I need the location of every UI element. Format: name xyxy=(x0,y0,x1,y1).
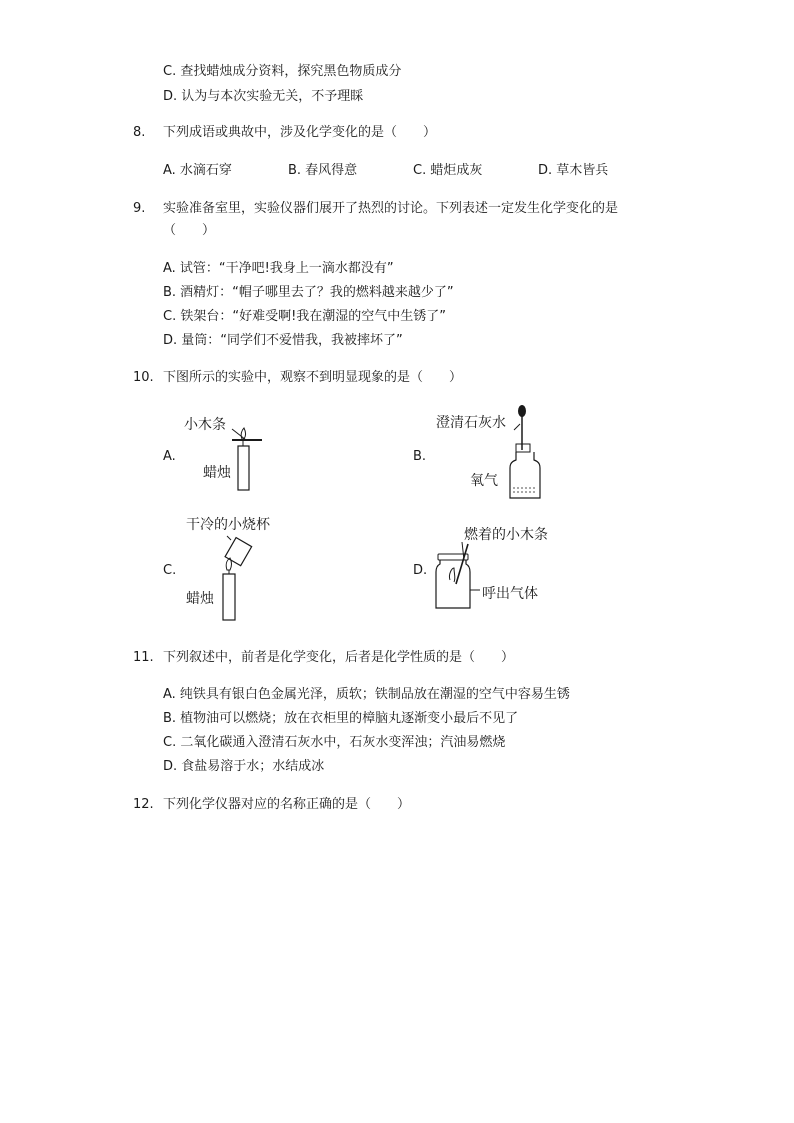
fig-a-label-candle: 蜡烛 xyxy=(203,465,231,481)
fig-d-label-gas: 呼出气体 xyxy=(482,586,538,602)
fig-d-bottle-diagram xyxy=(428,538,488,614)
q9-option-c: C. 铁架台：“好难受啊!我在潮湿的空气中生锈了” xyxy=(163,309,447,324)
fig-c-label-candle: 蜡烛 xyxy=(186,591,214,607)
q8-option-a: A. 水滴石穿 xyxy=(163,163,232,178)
q8-option-c: C. 蜡炬成灰 xyxy=(413,163,483,178)
fig-b-label-limewater: 澄清石灰水 xyxy=(436,415,506,431)
fig-c-label-beaker: 干冷的小烧杯 xyxy=(186,517,270,533)
q11-option-b: B. 植物油可以燃烧；放在衣柜里的樟脑丸逐渐变小最后不见了 xyxy=(163,711,519,726)
q10-number: 10. xyxy=(133,370,154,385)
q9-option-d: D. 量筒：“同学们不爱惜我，我被摔坏了” xyxy=(163,333,403,348)
q10-stem: 下图所示的实验中，观察不到明显现象的是（ ） xyxy=(163,370,463,385)
q8-number: 8. xyxy=(133,125,146,140)
q9-stem-paren: （ ） xyxy=(163,223,216,238)
q11-number: 11. xyxy=(133,650,154,665)
fig-a-candle-diagram xyxy=(200,420,280,500)
q7-option-d: D. 认为与本次实验无关，不予理睬 xyxy=(163,89,364,104)
fig-b-label-oxygen: 氧气 xyxy=(470,473,498,489)
fig-d-label-stick: 燃着的小木条 xyxy=(464,527,548,543)
fig-c-beaker-diagram xyxy=(205,530,265,626)
q9-option-a: A. 试管：“干净吧!我身上一滴水都没有” xyxy=(163,261,394,276)
q8-stem: 下列成语或典故中，涉及化学变化的是（ ） xyxy=(163,125,437,140)
q8-option-b: B. 春风得意 xyxy=(288,163,358,178)
q11-option-c: C. 二氧化碳通入澄清石灰水中，石灰水变浑浊；汽油易燃烧 xyxy=(163,735,506,750)
q9-number: 9. xyxy=(133,201,146,216)
fig-c-letter: C. xyxy=(163,563,177,578)
q12-number: 12. xyxy=(133,797,154,812)
fig-d-letter: D. xyxy=(413,563,428,578)
fig-a-letter: A. xyxy=(163,449,176,464)
q8-option-d: D. 草木皆兵 xyxy=(538,163,609,178)
q11-stem: 下列叙述中，前者是化学变化，后者是化学性质的是（ ） xyxy=(163,650,515,665)
fig-b-bottle-diagram xyxy=(500,402,560,506)
q7-option-c: C. 查找蜡烛成分资料，探究黑色物质成分 xyxy=(163,64,402,79)
fig-b-letter: B. xyxy=(413,449,427,464)
q12-stem: 下列化学仪器对应的名称正确的是（ ） xyxy=(163,797,411,812)
fig-a-label-stick: 小木条 xyxy=(184,417,226,433)
q9-option-b: B. 酒精灯：“帽子哪里去了？我的燃料越来越少了” xyxy=(163,285,454,300)
q9-stem: 实验准备室里，实验仪器们展开了热烈的讨论。下列表述一定发生化学变化的是 xyxy=(163,201,619,216)
q11-option-d: D. 食盐易溶于水；水结成冰 xyxy=(163,759,325,774)
q11-option-a: A. 纯铁具有银白色金属光泽，质软；铁制品放在潮湿的空气中容易生锈 xyxy=(163,687,570,702)
